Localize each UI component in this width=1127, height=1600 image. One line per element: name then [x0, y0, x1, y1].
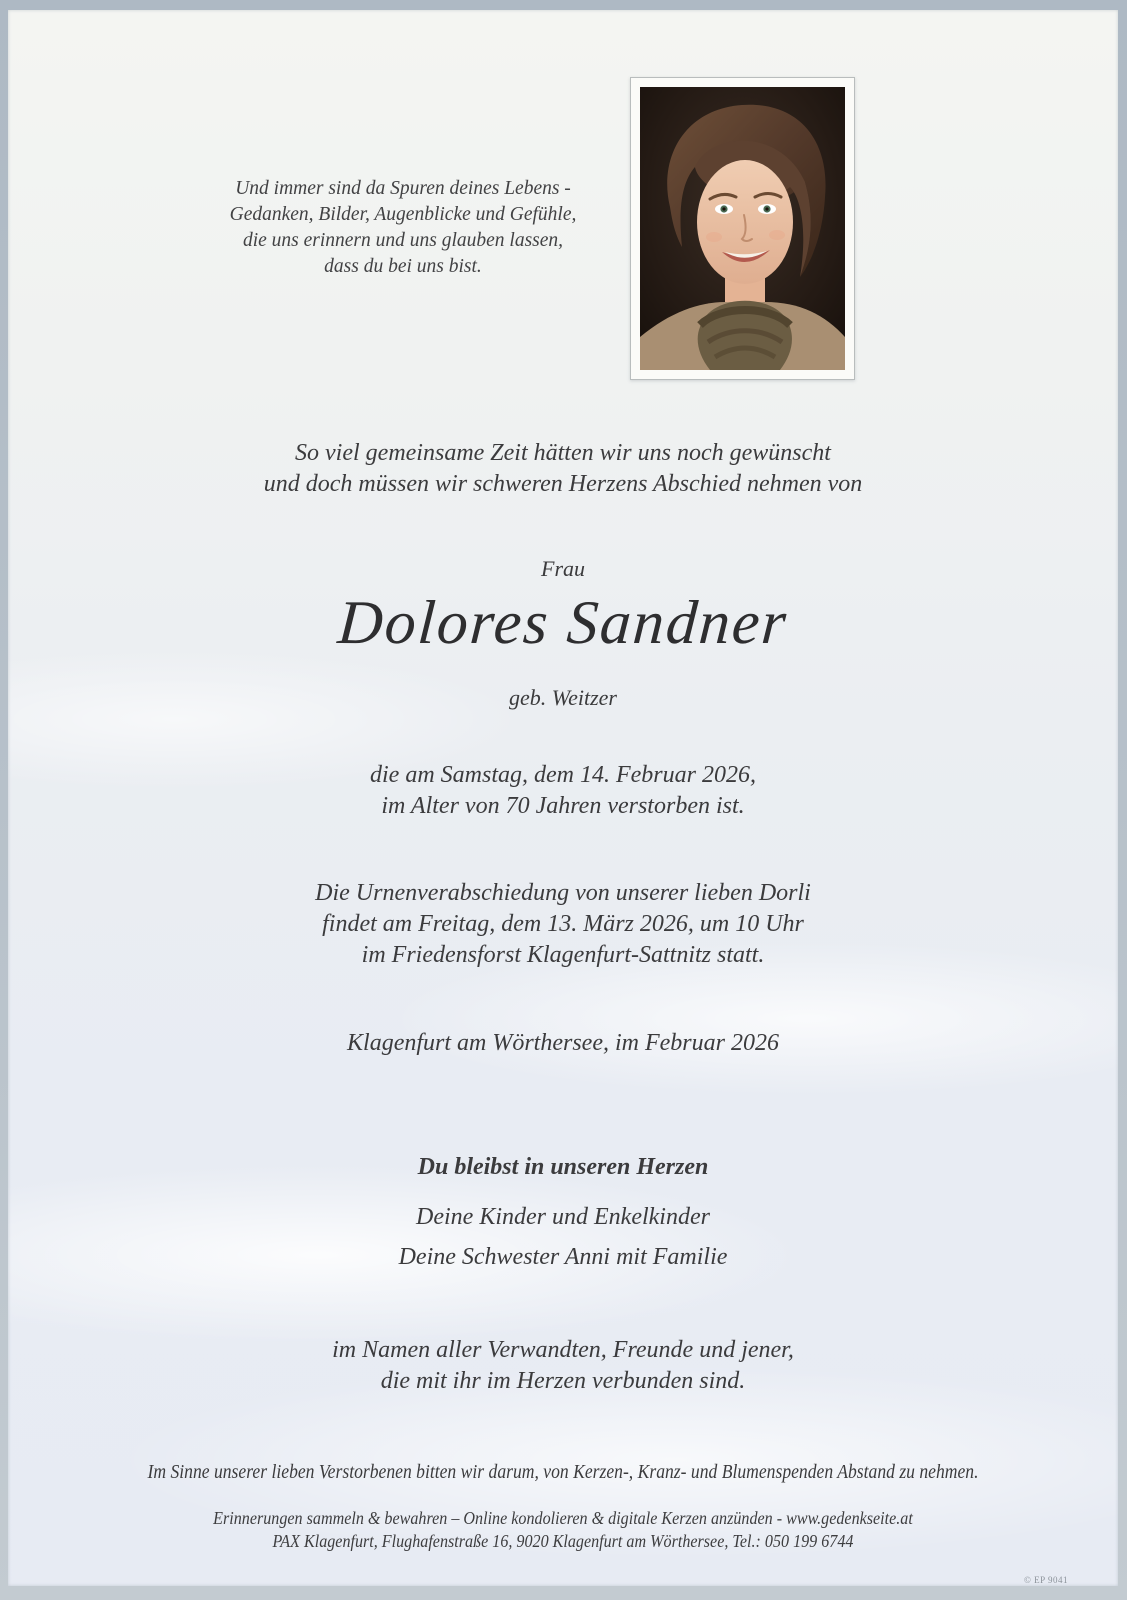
footer-funeral-home-line: PAX Klagenfurt, Flughafenstraße 16, 9020 Klagenfurt am Wörthersee, Tel.: 050 199 6744	[272, 1531, 854, 1551]
donation-request: Im Sinne unserer lieben Verstorbenen bitten wir darum, von Kerzen-, Kranz- und Blumenspenden Abstand zu nehmen.	[147, 1461, 979, 1483]
closing-line: im Namen aller Verwandten, Freunde und jener,	[332, 1337, 794, 1363]
ceremony-info	[8, 878, 1118, 971]
portrait-photo-illustration	[640, 87, 845, 370]
death-notice-line: im Alter von 70 Jahren verstorben ist.	[381, 793, 745, 819]
print-copyright-code: © EP 9041	[1023, 1575, 1068, 1585]
mourner-line: Deine Schwester Anni mit Familie	[398, 1244, 728, 1270]
death-notice-line: die am Samstag, dem 14. Februar 2026,	[370, 762, 756, 788]
portrait-photo	[630, 77, 855, 380]
closing-line: die mit ihr im Herzen verbunden sind.	[380, 1368, 746, 1394]
ceremony-line: im Friedensforst Klagenfurt-Sattnitz statt.	[361, 942, 765, 968]
poem-line: dass du bei uns bist.	[324, 256, 482, 277]
memorial-card	[8, 10, 1118, 1586]
poem	[118, 176, 688, 280]
closing-text	[8, 1335, 1118, 1397]
death-notice	[8, 760, 1118, 822]
footer-memorial-site-line: Erinnerungen sammeln & bewahren – Online kondolieren & digitale Kerzen anzünden - www.gedenkseite.at	[213, 1508, 913, 1528]
ceremony-line: findet am Freitag, dem 13. März 2026, um 10 Uhr	[322, 911, 804, 937]
intro-line: So viel gemeinsame Zeit hätten wir uns noch gewünscht	[295, 440, 831, 466]
poem-line: Gedanken, Bilder, Augenblicke und Gefühle,	[229, 204, 577, 225]
farewell-title: Du bleibst in unseren Herzen	[417, 1154, 709, 1180]
ceremony-line: Die Urnenverabschiedung von unserer lieben Dorli	[315, 880, 811, 906]
footer	[52, 1507, 1073, 1553]
intro-text	[8, 438, 1118, 500]
salutation: Frau	[541, 556, 585, 581]
poem-line: Und immer sind da Spuren deines Lebens -	[235, 178, 571, 199]
dateline: Klagenfurt am Wörthersee, im Februar 2026	[347, 1030, 779, 1056]
maiden-name: geb. Weitzer	[509, 685, 617, 710]
mourner-line: Deine Kinder und Enkelkinder	[416, 1204, 710, 1230]
poem-line: die uns erinnern und uns glauben lassen,	[242, 230, 564, 251]
intro-line: und doch müssen wir schweren Herzens Abschied nehmen von	[263, 471, 863, 497]
deceased-name: Dolores Sandner	[335, 589, 791, 657]
